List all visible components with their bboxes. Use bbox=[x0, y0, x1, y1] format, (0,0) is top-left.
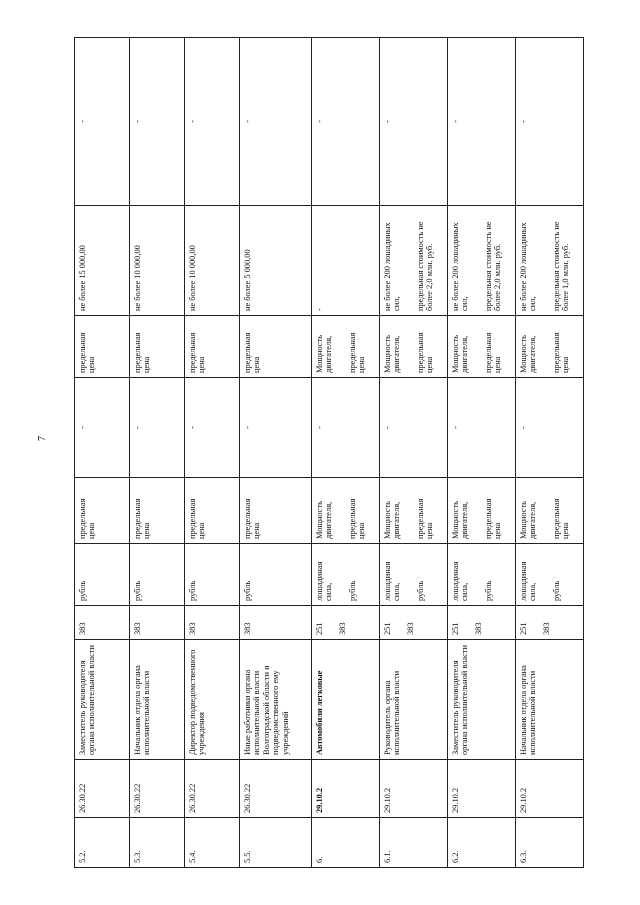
position-name-cell: Руководитель органа исполнительной власти bbox=[380, 640, 448, 760]
value-line: не более 10 000,00 bbox=[133, 245, 142, 311]
okei-code-line: 251 bbox=[451, 622, 460, 635]
characteristic-2-line: предельная цена bbox=[78, 332, 97, 373]
unit-name-cell bbox=[448, 544, 516, 606]
position-name-cell: Начальник отдела органа исполнительной власти bbox=[130, 640, 185, 760]
characteristic-line: предельная цена bbox=[78, 498, 97, 539]
note-cell: - bbox=[516, 38, 584, 206]
okei-code-line: 383 bbox=[406, 622, 416, 635]
value-cell bbox=[240, 206, 312, 316]
value-cell bbox=[130, 206, 185, 316]
row-number-cell: 5.5. bbox=[240, 818, 312, 868]
unit-name-cell bbox=[312, 544, 380, 606]
okei-code-line: 383 bbox=[133, 622, 142, 635]
okei-code-cell bbox=[75, 606, 130, 640]
approved-value-cell bbox=[240, 378, 312, 478]
value-line: предельная стоимость не более 2,0 млн. руб. bbox=[415, 221, 435, 311]
note-cell: - bbox=[130, 38, 185, 206]
characteristic-2-line: Мощность двигателя, bbox=[519, 335, 538, 373]
unit-name-line: лошадиная сила, bbox=[315, 561, 334, 601]
unit-name-line: лошадиная сила, bbox=[519, 561, 538, 601]
characteristic-2-line: предельная цена bbox=[243, 332, 262, 373]
value-cell bbox=[516, 206, 584, 316]
value-line: не более 200 лошадиных сил, bbox=[383, 222, 402, 311]
characteristic-line: предельная цена bbox=[133, 498, 152, 539]
characteristic-line: Мощность двигателя, bbox=[451, 501, 470, 539]
unit-name-cell bbox=[130, 544, 185, 606]
row-number-cell: 5.3. bbox=[130, 818, 185, 868]
okei-code-cell bbox=[448, 606, 516, 640]
position-name-cell: Директор подведомственного учреждения bbox=[185, 640, 240, 760]
okei-code-line: 383 bbox=[474, 622, 484, 635]
okei-code-line: 251 bbox=[383, 622, 392, 635]
approved-value-line: - bbox=[383, 426, 392, 429]
characteristic-2-line: Мощность двигателя, bbox=[451, 335, 470, 373]
okpd-code-cell: 26.30.22 bbox=[185, 760, 240, 818]
approved-value-cell bbox=[448, 378, 516, 478]
table-row bbox=[240, 38, 312, 868]
row-number-cell: 6.3. bbox=[516, 818, 584, 868]
characteristic-2-line: предельная цена bbox=[188, 332, 207, 373]
okpd-code-cell: 29.10.2 bbox=[516, 760, 584, 818]
unit-name-cell bbox=[516, 544, 584, 606]
okpd-code-cell: 26.30.22 bbox=[240, 760, 312, 818]
unit-name-line: лошадиная сила, bbox=[383, 561, 402, 601]
characteristic-line: предельная цена bbox=[483, 498, 503, 539]
approved-value-cell bbox=[312, 378, 380, 478]
approved-value-cell bbox=[130, 378, 185, 478]
page-number: 7 bbox=[37, 436, 48, 441]
value-line: не более 200 лошадиных сил, bbox=[519, 222, 538, 311]
note-cell: - bbox=[448, 38, 516, 206]
table-body bbox=[75, 38, 584, 868]
approved-value-line: - bbox=[451, 426, 460, 429]
okei-code-cell bbox=[185, 606, 240, 640]
approved-value-line: - bbox=[78, 426, 87, 429]
value-cell bbox=[185, 206, 240, 316]
unit-name-line: рубль bbox=[243, 580, 252, 601]
characteristic-2-line: предельная цена bbox=[133, 332, 152, 373]
value-line: не более 5 000,00 bbox=[243, 249, 252, 311]
table-row bbox=[130, 38, 185, 868]
characteristic-2-cell bbox=[516, 316, 584, 378]
position-name-cell: Автомобили легковые bbox=[312, 640, 380, 760]
value-line: предельная стоимость не более 1,0 млн. руб. bbox=[551, 221, 571, 311]
row-number-cell: 6.2. bbox=[448, 818, 516, 868]
okei-code-line: 383 bbox=[78, 622, 87, 635]
value-line: - bbox=[315, 308, 324, 311]
characteristic-cell bbox=[516, 478, 584, 544]
okei-code-cell bbox=[380, 606, 448, 640]
characteristic-cell bbox=[380, 478, 448, 544]
okei-code-cell bbox=[240, 606, 312, 640]
okpd-code-cell: 26.30.22 bbox=[75, 760, 130, 818]
characteristic-2-line: предельная цена bbox=[483, 332, 503, 373]
characteristic-line: Мощность двигателя, bbox=[315, 501, 334, 539]
unit-name-line: рубль bbox=[347, 580, 357, 601]
note-cell: - bbox=[75, 38, 130, 206]
okei-code-line: 251 bbox=[519, 622, 528, 635]
value-cell bbox=[75, 206, 130, 316]
position-name-cell: Начальник отдела органа исполнительной власти bbox=[516, 640, 584, 760]
okei-code-cell bbox=[516, 606, 584, 640]
okei-code-line: 383 bbox=[243, 622, 252, 635]
characteristic-cell bbox=[240, 478, 312, 544]
okei-code-cell bbox=[312, 606, 380, 640]
characteristic-line: предельная цена bbox=[415, 498, 435, 539]
table-row bbox=[516, 38, 584, 868]
value-line: предельная стоимость не более 2,0 млн. руб. bbox=[483, 221, 503, 311]
characteristic-2-cell bbox=[75, 316, 130, 378]
value-line: не более 15 000,00 bbox=[78, 245, 87, 311]
unit-name-line: рубль bbox=[133, 580, 142, 601]
unit-name-line: рубль bbox=[188, 580, 197, 601]
okei-code-line: 383 bbox=[338, 622, 348, 635]
characteristic-2-cell bbox=[130, 316, 185, 378]
approved-value-line: - bbox=[188, 426, 197, 429]
characteristic-2-cell bbox=[185, 316, 240, 378]
okei-code-line: 383 bbox=[188, 622, 197, 635]
value-cell bbox=[312, 206, 380, 316]
characteristic-line: предельная цена bbox=[188, 498, 207, 539]
characteristic-line: предельная цена bbox=[551, 498, 571, 539]
okpd-code-cell: 26.30.22 bbox=[130, 760, 185, 818]
approved-value-line: - bbox=[133, 426, 142, 429]
rotated-page-content bbox=[74, 38, 577, 868]
characteristic-2-line: предельная цена bbox=[551, 332, 571, 373]
characteristic-2-cell bbox=[240, 316, 312, 378]
row-number-cell: 6.1. bbox=[380, 818, 448, 868]
unit-name-cell bbox=[380, 544, 448, 606]
unit-name-line: рубль bbox=[78, 580, 87, 601]
characteristic-2-cell bbox=[448, 316, 516, 378]
approved-value-cell bbox=[516, 378, 584, 478]
note-cell: - bbox=[185, 38, 240, 206]
approved-value-line: - bbox=[315, 426, 324, 429]
approved-value-line: - bbox=[519, 426, 528, 429]
characteristic-cell bbox=[130, 478, 185, 544]
value-line: не более 10 000,00 bbox=[188, 245, 197, 311]
characteristic-line: предельная цена bbox=[347, 498, 367, 539]
characteristic-2-cell bbox=[312, 316, 380, 378]
position-name-cell: Иные работники органа исполнительной власти Волгоградской области и подведомственного ему учреждений bbox=[240, 640, 312, 760]
table-row bbox=[312, 38, 380, 868]
unit-name-line: лошадиная сила, bbox=[451, 561, 470, 601]
characteristic-cell bbox=[185, 478, 240, 544]
characteristic-line: Мощность двигателя, bbox=[519, 501, 538, 539]
requirements-table bbox=[74, 37, 584, 868]
characteristic-line: предельная цена bbox=[243, 498, 262, 539]
okpd-code-cell: 29.10.2 bbox=[380, 760, 448, 818]
note-cell: - bbox=[240, 38, 312, 206]
approved-value-cell bbox=[380, 378, 448, 478]
characteristic-2-line: Мощность двигателя, bbox=[315, 335, 334, 373]
unit-name-cell bbox=[185, 544, 240, 606]
characteristic-2-line: предельная цена bbox=[347, 332, 367, 373]
table-row bbox=[380, 38, 448, 868]
approved-value-cell bbox=[185, 378, 240, 478]
table-row bbox=[185, 38, 240, 868]
characteristic-cell bbox=[448, 478, 516, 544]
okpd-code-cell: 29.10.2 bbox=[448, 760, 516, 818]
characteristic-cell bbox=[312, 478, 380, 544]
position-name-cell: Заместитель руководителя органа исполнительной власти bbox=[448, 640, 516, 760]
unit-name-line: рубль bbox=[483, 580, 493, 601]
row-number-cell: 5.4. bbox=[185, 818, 240, 868]
unit-name-line: рубль bbox=[551, 580, 561, 601]
value-line: не более 200 лошадиных сил, bbox=[451, 222, 470, 311]
value-cell bbox=[380, 206, 448, 316]
unit-name-cell bbox=[240, 544, 312, 606]
okei-code-cell bbox=[130, 606, 185, 640]
approved-value-line: - bbox=[243, 426, 252, 429]
characteristic-2-cell bbox=[380, 316, 448, 378]
note-cell: - bbox=[312, 38, 380, 206]
okpd-code-cell: 29.10.2 bbox=[312, 760, 380, 818]
table-row bbox=[448, 38, 516, 868]
row-number-cell: 6. bbox=[312, 818, 380, 868]
unit-name-line: рубль bbox=[415, 580, 425, 601]
okei-code-line: 251 bbox=[315, 622, 324, 635]
approved-value-cell bbox=[75, 378, 130, 478]
characteristic-2-line: предельная цена bbox=[415, 332, 435, 373]
note-cell: - bbox=[380, 38, 448, 206]
row-number-cell: 5.2. bbox=[75, 818, 130, 868]
characteristic-cell bbox=[75, 478, 130, 544]
table-row bbox=[75, 38, 130, 868]
position-name-cell: Заместитель руководителя органа исполнительной власти bbox=[75, 640, 130, 760]
okei-code-line: 383 bbox=[542, 622, 552, 635]
unit-name-cell bbox=[75, 544, 130, 606]
characteristic-line: Мощность двигателя, bbox=[383, 501, 402, 539]
characteristic-2-line: Мощность двигателя, bbox=[383, 335, 402, 373]
value-cell bbox=[448, 206, 516, 316]
